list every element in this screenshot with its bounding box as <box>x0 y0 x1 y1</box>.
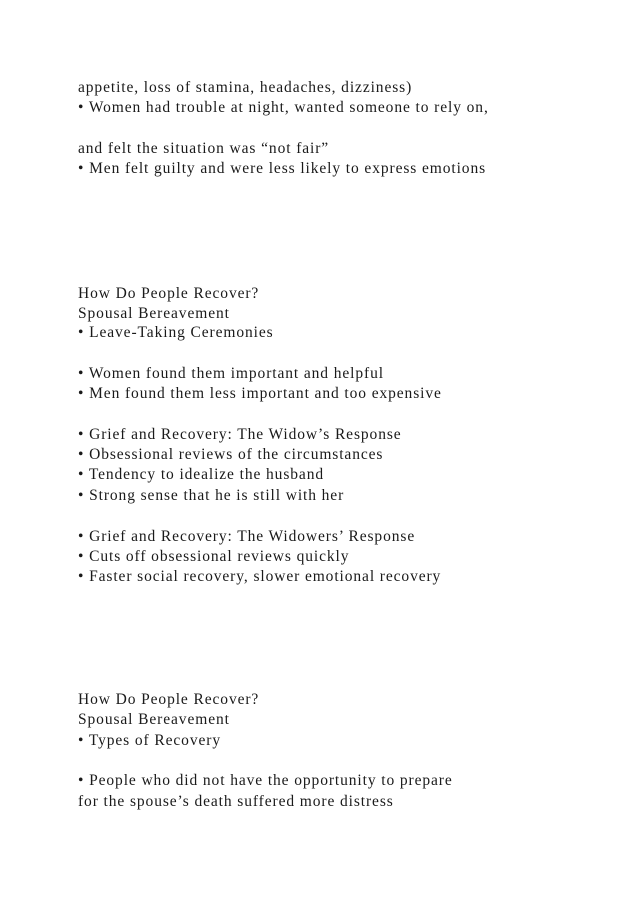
bullet-item: • Faster social recovery, slower emotional recovery <box>78 568 442 585</box>
bullet-item: • Leave-Taking Ceremonies <box>78 324 274 341</box>
text-line: and felt the situation was “not fair” <box>78 140 330 157</box>
bullet-item: • People who did not have the opportunity to prepare <box>78 772 453 789</box>
bullet-item: • Men found them less important and too expensive <box>78 385 442 402</box>
bullet-item: • Grief and Recovery: The Widow’s Response <box>78 426 402 443</box>
text-line: appetite, loss of stamina, headaches, dizziness) <box>78 79 413 96</box>
bullet-item: • Strong sense that he is still with her <box>78 487 345 504</box>
bullet-item: • Tendency to idealize the husband <box>78 466 324 483</box>
bullet-item: • Types of Recovery <box>78 732 221 749</box>
bullet-item: • Women had trouble at night, wanted someone to rely on, <box>78 99 489 116</box>
section-heading: How Do People Recover? <box>78 285 260 302</box>
bullet-item: • Women found them important and helpful <box>78 365 384 382</box>
section-heading: How Do People Recover? <box>78 691 260 708</box>
bullet-item: • Obsessional reviews of the circumstances <box>78 446 384 463</box>
bullet-item: • Men felt guilty and were less likely to express emotions <box>78 160 487 177</box>
section-subheading: Spousal Bereavement <box>78 305 230 322</box>
section-subheading: Spousal Bereavement <box>78 711 230 728</box>
text-line: for the spouse’s death suffered more distress <box>78 793 394 810</box>
bullet-item: • Cuts off obsessional reviews quickly <box>78 548 350 565</box>
bullet-item: • Grief and Recovery: The Widowers’ Response <box>78 528 416 545</box>
